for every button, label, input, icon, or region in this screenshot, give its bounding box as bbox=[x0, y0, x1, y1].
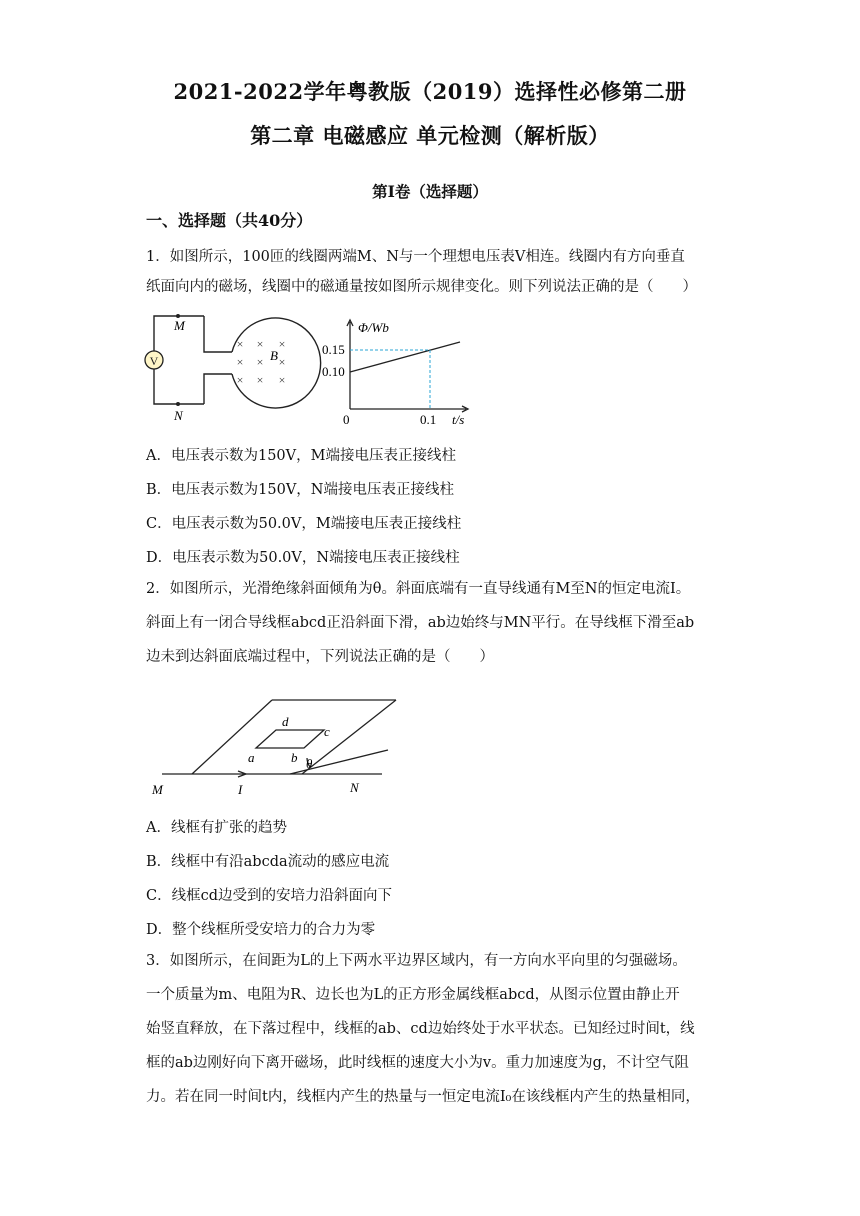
svg-text:×: × bbox=[236, 355, 244, 369]
q1-option-d: D．电压表示数为50.0V，N端接电压表正接线柱 bbox=[146, 550, 460, 566]
current-label: I bbox=[238, 782, 243, 797]
q3-text-line4: 框的ab边刚好向下离开磁场，此时线框的速度大小为v。重力加速度为g，不计空气阻 bbox=[146, 1055, 689, 1071]
graph-x-tick-01: 0.1 bbox=[420, 412, 437, 427]
svg-text:×: × bbox=[256, 355, 264, 369]
svg-text:×: × bbox=[236, 337, 244, 351]
svg-text:×: × bbox=[236, 373, 244, 387]
svg-text:×: × bbox=[256, 373, 264, 387]
document-title: 2021-2022学年粤教版（2019）选择性必修第二册 bbox=[173, 79, 687, 104]
svg-text:×: × bbox=[278, 355, 286, 369]
q2-text-line1: 2．如图所示，光滑绝缘斜面倾角为θ。斜面底端有一直导线通有M至N的恒定电流I。 bbox=[146, 581, 691, 597]
q1-option-a: A．电压表示数为150V，M端接电压表正接线柱 bbox=[146, 448, 456, 464]
q2-incline-figure bbox=[150, 694, 430, 804]
graph-y-axis-label: Φ/Wb bbox=[358, 320, 389, 335]
q2-text-line3: 边未到达斜面底端过程中，下列说法正确的是（ ） bbox=[146, 649, 494, 665]
q3-text-line1: 3．如图所示，在间距为L的上下两水平边界区域内，有一方向水平向里的匀强磁场。 bbox=[146, 953, 687, 969]
q3-text-line5: 力。若在同一时间t内，线框内产生的热量与一恒定电流I₀在该线框内产生的热量相同， bbox=[146, 1089, 700, 1105]
voltmeter-label: V bbox=[149, 354, 159, 368]
frame-corner-b: b bbox=[291, 750, 298, 765]
q1-coil-circuit-figure bbox=[140, 308, 330, 426]
frame-corner-d: d bbox=[282, 714, 289, 729]
q1-text-line2: 纸面向内的磁场，线圈中的磁通量按如图所示规律变化。则下列说法正确的是（ ） bbox=[146, 279, 697, 295]
wire-end-m: M bbox=[152, 782, 163, 797]
graph-y-tick-010: 0.10 bbox=[322, 364, 345, 379]
svg-text:×: × bbox=[278, 373, 286, 387]
q2-option-b: B．线框中有沿abcda流动的感应电流 bbox=[146, 854, 390, 870]
frame-corner-a: a bbox=[248, 750, 255, 765]
svg-text:×: × bbox=[256, 337, 264, 351]
q2-option-a: A．线框有扩张的趋势 bbox=[146, 820, 287, 836]
wire-end-n: N bbox=[350, 780, 359, 795]
q1-option-b: B．电压表示数为150V，N端接电压表正接线柱 bbox=[146, 482, 454, 498]
q2-option-c: C．线框cd边受到的安培力沿斜面向下 bbox=[146, 888, 392, 904]
q3-text-line2: 一个质量为m、电阻为R、边长也为L的正方形金属线框abcd，从图示位置由静止开 bbox=[146, 987, 680, 1003]
svg-text:×: × bbox=[278, 337, 286, 351]
q1-option-c: C．电压表示数为50.0V，M端接电压表正接线柱 bbox=[146, 516, 462, 532]
frame-corner-c: c bbox=[324, 724, 330, 739]
graph-x-axis-label: t/s bbox=[452, 412, 465, 427]
graph-origin-label: 0 bbox=[343, 412, 350, 427]
q3-text-line3: 始竖直释放，在下落过程中，线框的ab、cd边始终处于水平状态。已知经过时间t，线 bbox=[146, 1021, 695, 1037]
q1-text-line1: 1．如图所示，100匝的线圈两端M、N与一个理想电压表V相连。线圈内有方向垂直 bbox=[146, 249, 685, 265]
volume-heading: 第I卷（选择题） bbox=[372, 182, 488, 201]
q2-text-line2: 斜面上有一闭合导线框abcd正沿斜面下滑，ab边始终与MN平行。在导线框下滑至ab bbox=[146, 615, 695, 631]
field-b-label: B bbox=[270, 348, 278, 363]
q2-option-d: D．整个线框所受安培力的合力为零 bbox=[146, 922, 376, 938]
document-subtitle: 第二章 电磁感应 单元检测（解析版） bbox=[250, 123, 610, 148]
terminal-m-label: M bbox=[174, 318, 185, 333]
graph-y-tick-015: 0.15 bbox=[322, 342, 345, 357]
incline-angle-label: θ bbox=[306, 756, 313, 771]
terminal-n-label: N bbox=[174, 408, 183, 423]
q1-flux-graph-figure bbox=[318, 312, 508, 430]
section-heading: 一、选择题（共40分） bbox=[146, 211, 313, 230]
